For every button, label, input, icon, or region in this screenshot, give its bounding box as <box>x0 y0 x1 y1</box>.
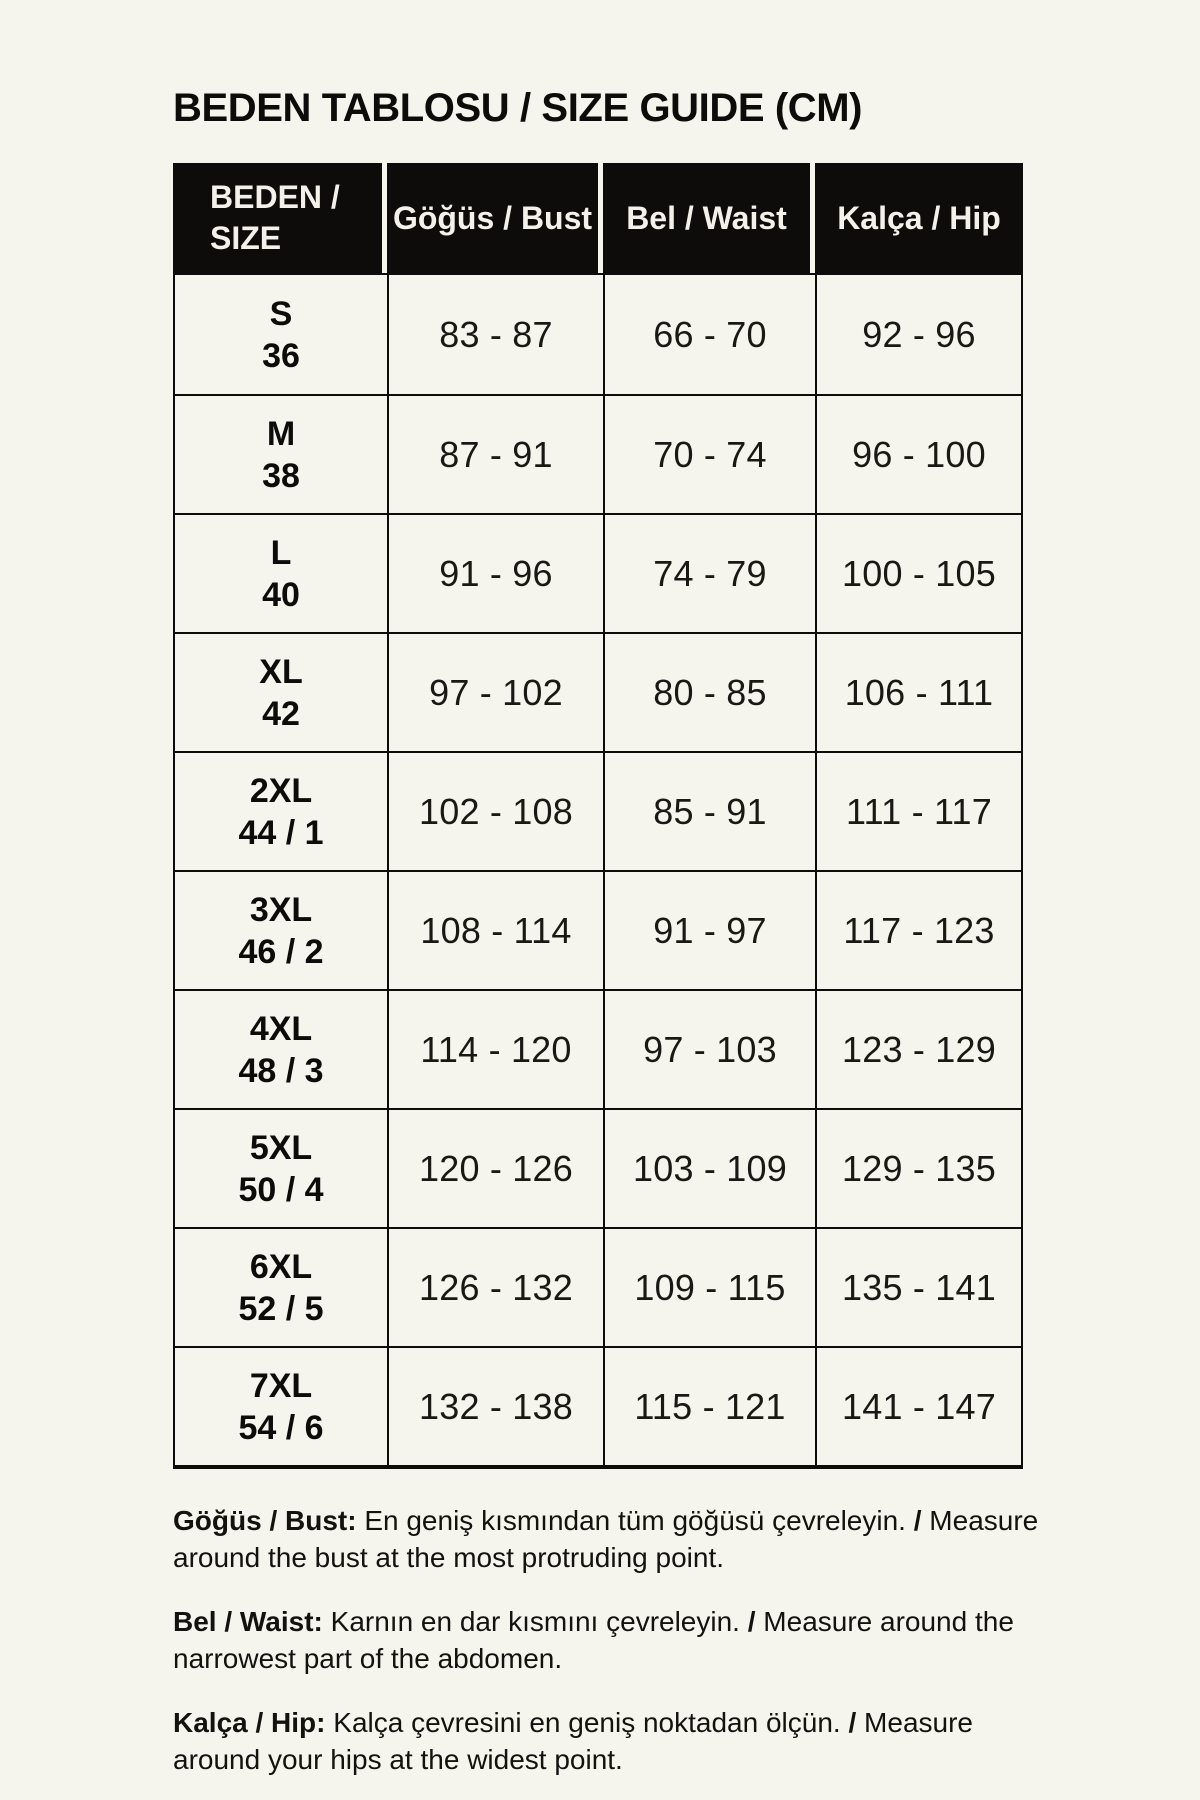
size-guide-table <box>173 163 1023 1469</box>
note-hip-english: Measure around your hips at the widest point. <box>173 1707 973 1775</box>
note-waist <box>173 1603 1053 1677</box>
size-label: 5XL <box>249 1128 313 1167</box>
bust-value: 91 - 96 <box>387 515 603 632</box>
size-label: 4XL <box>249 1009 313 1048</box>
waist-value: 85 - 91 <box>603 753 815 870</box>
size-alt-label: 42 <box>262 694 300 733</box>
size-cell <box>175 634 387 751</box>
table-row <box>175 1108 1021 1227</box>
bust-value: 83 - 87 <box>387 275 603 394</box>
bust-value: 97 - 102 <box>387 634 603 751</box>
table-row <box>175 751 1021 870</box>
note-bust <box>173 1502 1053 1576</box>
size-cell <box>175 515 387 632</box>
bust-value: 114 - 120 <box>387 991 603 1108</box>
note-bust-english: Measure around the bust at the most protruding point. <box>173 1505 1039 1573</box>
size-label: L <box>270 533 292 572</box>
table-row <box>175 989 1021 1108</box>
hip-value: 135 - 141 <box>815 1229 1021 1346</box>
header-bust: Göğüs / Bust <box>387 163 603 273</box>
header-waist: Bel / Waist <box>603 163 815 273</box>
hip-value: 141 - 147 <box>815 1348 1021 1465</box>
hip-value: 123 - 129 <box>815 991 1021 1108</box>
size-alt-label: 38 <box>262 456 300 495</box>
waist-value: 74 - 79 <box>603 515 815 632</box>
table-row <box>175 394 1021 513</box>
table-body <box>173 273 1023 1469</box>
table-header-row <box>173 163 1023 273</box>
waist-value: 97 - 103 <box>603 991 815 1108</box>
size-cell <box>175 1348 387 1465</box>
hip-value: 111 - 117 <box>815 753 1021 870</box>
note-waist-english: Measure around the narrowest part of the abdomen. <box>173 1606 1014 1674</box>
note-hip <box>173 1704 1053 1778</box>
hip-value: 117 - 123 <box>815 872 1021 989</box>
note-bust-turkish: En geniş kısmından tüm göğüsü çevreleyin. <box>364 1505 906 1536</box>
size-cell <box>175 872 387 989</box>
size-label: S <box>269 294 293 333</box>
size-alt-label: 54 / 6 <box>238 1408 324 1447</box>
size-label: XL <box>259 652 303 691</box>
hip-value: 106 - 111 <box>815 634 1021 751</box>
table-row <box>175 632 1021 751</box>
bust-value: 87 - 91 <box>387 396 603 513</box>
note-waist-separator: / <box>747 1606 756 1637</box>
waist-value: 115 - 121 <box>603 1348 815 1465</box>
size-cell <box>175 396 387 513</box>
size-alt-label: 36 <box>262 336 300 375</box>
size-alt-label: 50 / 4 <box>238 1170 324 1209</box>
size-label: 3XL <box>249 890 313 929</box>
size-label: 7XL <box>249 1366 313 1405</box>
size-alt-label: 44 / 1 <box>238 813 324 852</box>
note-waist-turkish: Karnın en dar kısmını çevreleyin. <box>330 1606 740 1637</box>
size-alt-label: 48 / 3 <box>238 1051 324 1090</box>
table-row <box>175 275 1021 394</box>
bust-value: 132 - 138 <box>387 1348 603 1465</box>
bust-value: 120 - 126 <box>387 1110 603 1227</box>
waist-value: 103 - 109 <box>603 1110 815 1227</box>
header-size: BEDEN / SIZE <box>173 163 387 273</box>
measurement-notes <box>173 1502 1053 1778</box>
table-row <box>175 1227 1021 1346</box>
waist-value: 70 - 74 <box>603 396 815 513</box>
table-row <box>175 870 1021 989</box>
hip-value: 96 - 100 <box>815 396 1021 513</box>
size-alt-label: 40 <box>262 575 300 614</box>
hip-value: 129 - 135 <box>815 1110 1021 1227</box>
size-cell <box>175 753 387 870</box>
waist-value: 66 - 70 <box>603 275 815 394</box>
note-hip-turkish: Kalça çevresini en geniş noktadan ölçün. <box>333 1707 841 1738</box>
hip-value: 92 - 96 <box>815 275 1021 394</box>
header-hip: Kalça / Hip <box>815 163 1023 273</box>
note-bust-separator: / <box>913 1505 922 1536</box>
note-hip-label: Kalça / Hip: <box>173 1707 326 1738</box>
size-alt-label: 52 / 5 <box>238 1289 324 1328</box>
table-row <box>175 1346 1021 1465</box>
bust-value: 108 - 114 <box>387 872 603 989</box>
size-cell <box>175 1110 387 1227</box>
waist-value: 80 - 85 <box>603 634 815 751</box>
note-waist-label: Bel / Waist: <box>173 1606 323 1637</box>
table-row <box>175 513 1021 632</box>
page-title: BEDEN TABLOSU / SIZE GUIDE (CM) <box>173 86 863 130</box>
note-hip-separator: / <box>848 1707 857 1738</box>
size-label: 2XL <box>249 771 313 810</box>
bust-value: 126 - 132 <box>387 1229 603 1346</box>
size-cell <box>175 991 387 1108</box>
size-label: 6XL <box>249 1247 313 1286</box>
bust-value: 102 - 108 <box>387 753 603 870</box>
size-cell <box>175 1229 387 1346</box>
note-bust-label: Göğüs / Bust: <box>173 1505 357 1536</box>
size-alt-label: 46 / 2 <box>238 932 324 971</box>
waist-value: 109 - 115 <box>603 1229 815 1346</box>
hip-value: 100 - 105 <box>815 515 1021 632</box>
size-label: M <box>266 414 296 453</box>
size-cell <box>175 275 387 394</box>
waist-value: 91 - 97 <box>603 872 815 989</box>
